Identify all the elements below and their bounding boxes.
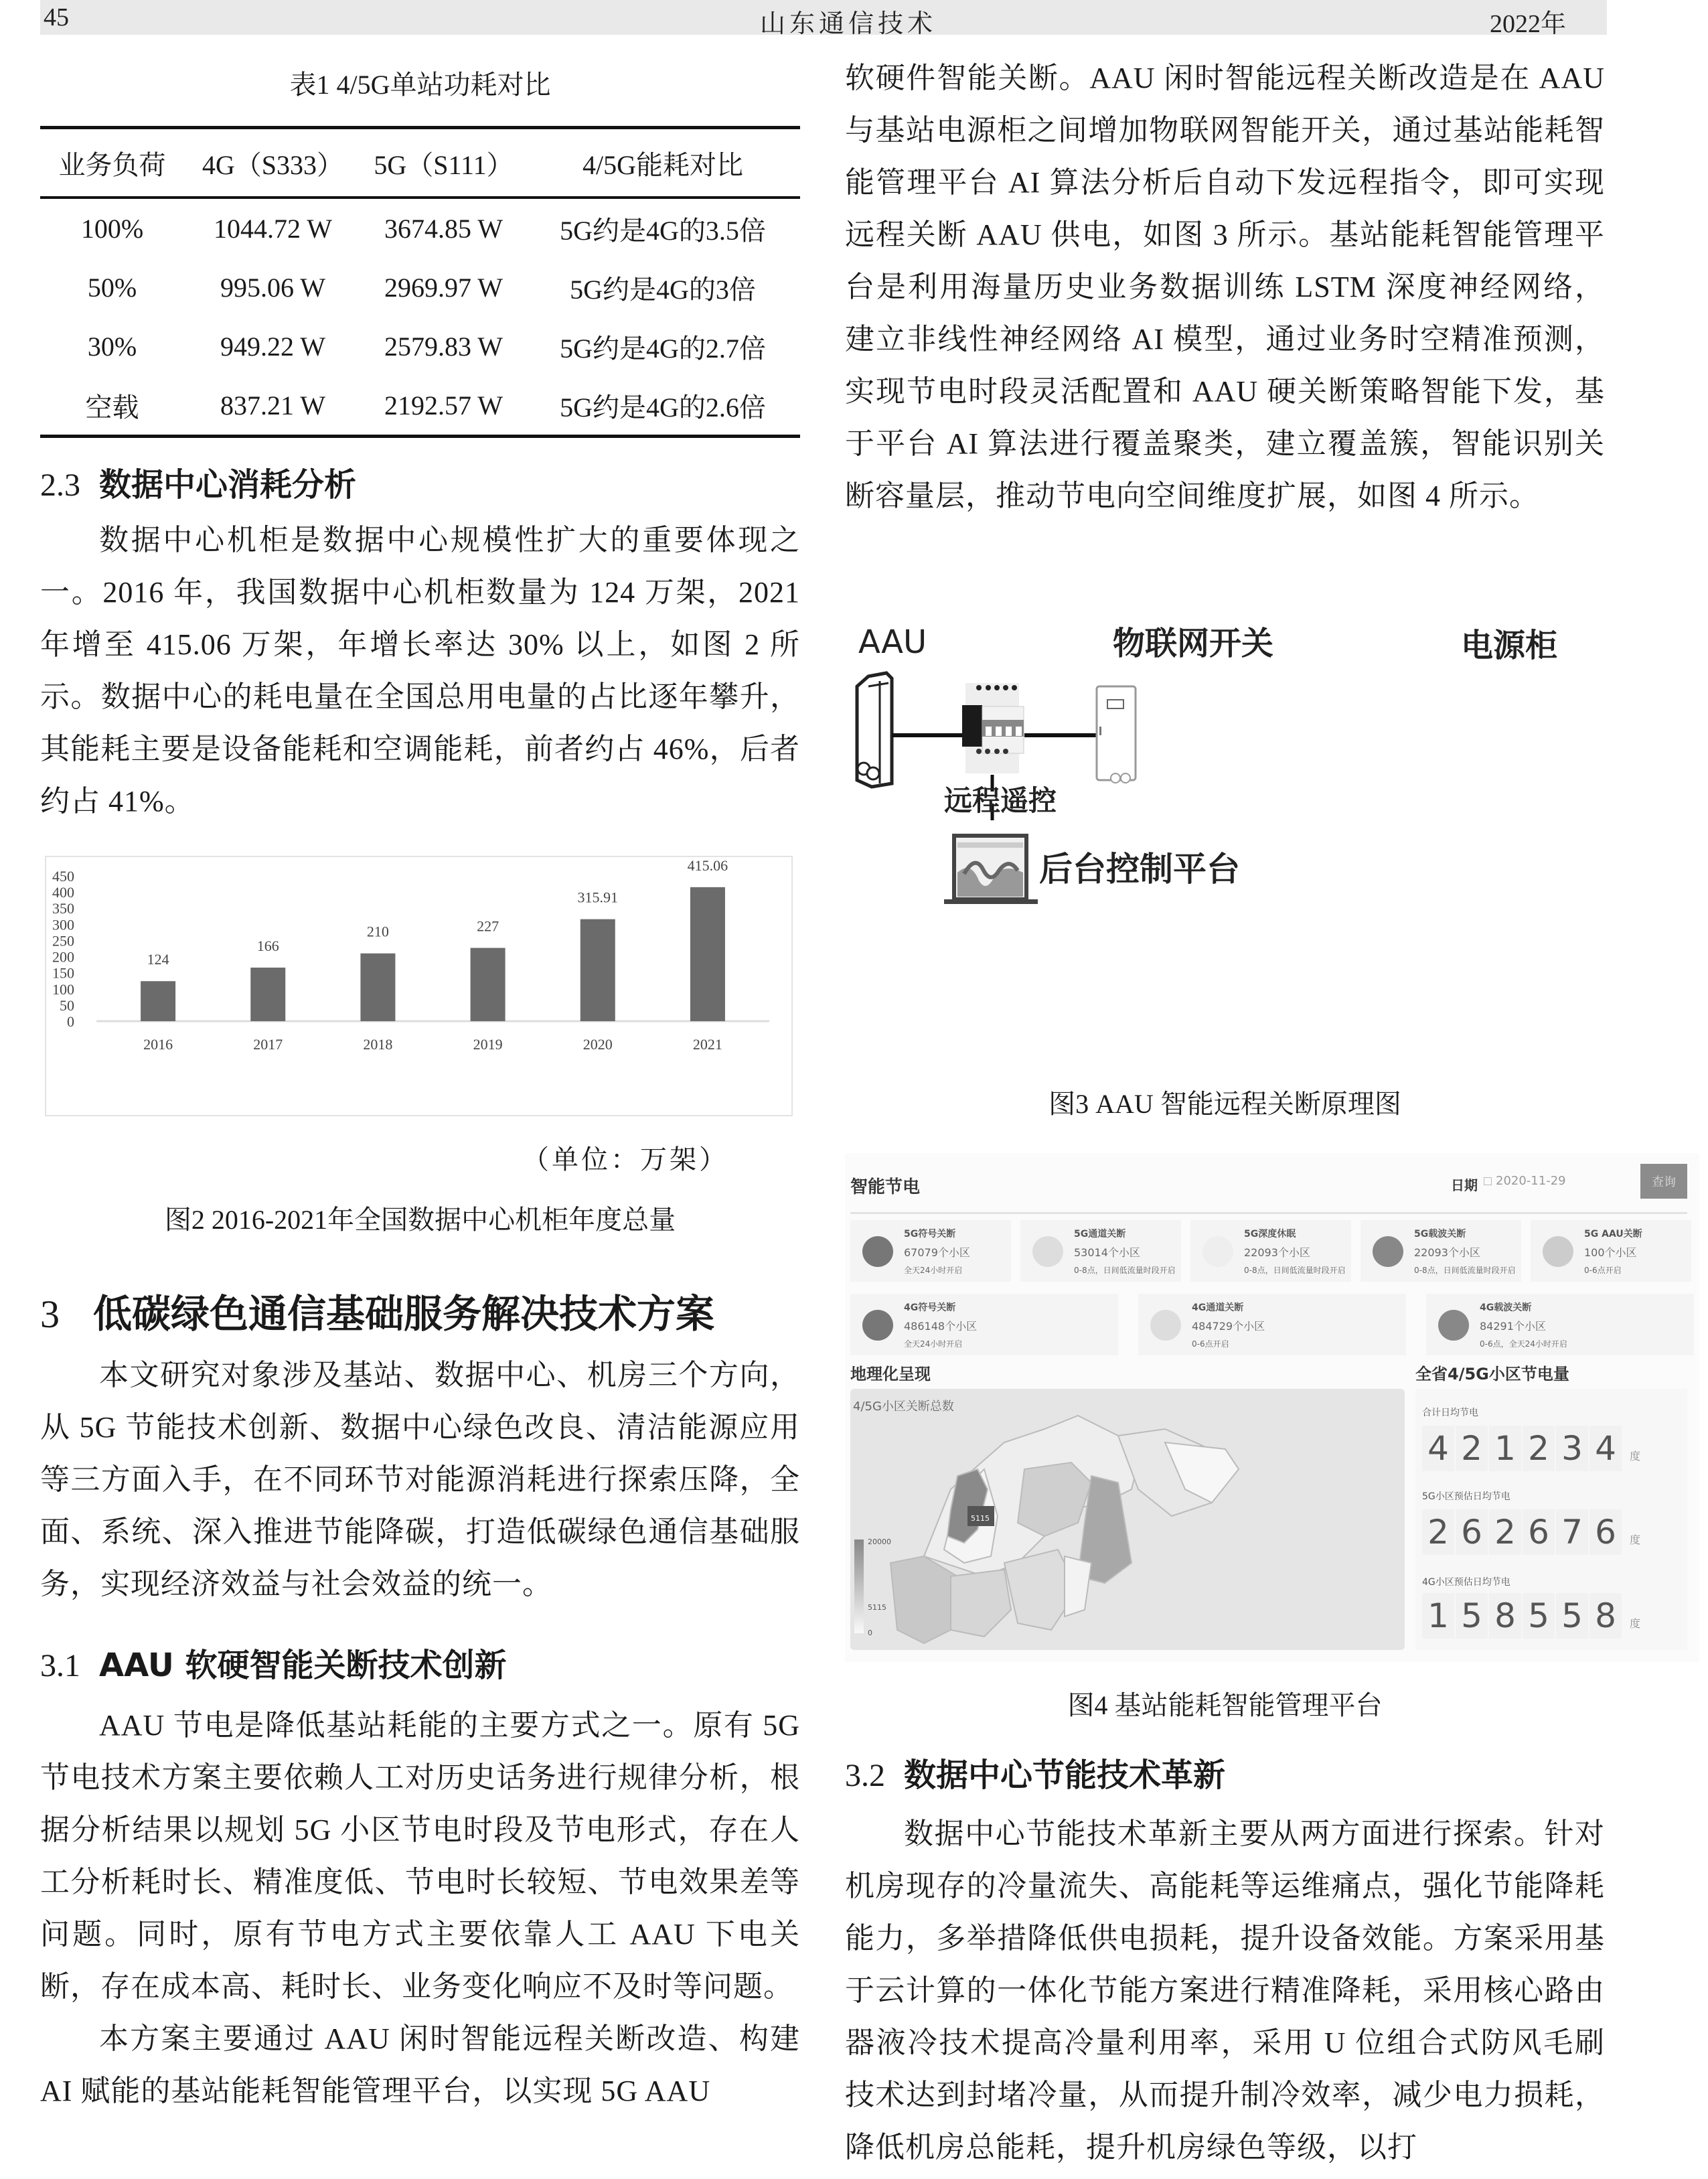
table-cell: 837.21 W bbox=[220, 390, 326, 421]
table-cell: 空载 bbox=[85, 392, 139, 423]
shutdown-card-5g[interactable] bbox=[1020, 1220, 1181, 1282]
paragraph-text: 本文研究对象涉及基站、数据中心、机房三个方向，从 5G 节能技术创新、数据中心绿色改良、清洁能源应用等三方面入手，在不同环节对能源消耗进行探索压降，全面、系统、深入推进节能降碳，打造低碳绿色通信基础服务，实现经济效益与社会效益的统一。 bbox=[40, 1359, 800, 1600]
table-cell: 949.22 W bbox=[220, 331, 326, 362]
digit: 6 bbox=[1589, 1509, 1622, 1555]
carrier-shutdown-icon bbox=[1438, 1310, 1469, 1341]
table-title: 表1 4/5G单站功耗对比 bbox=[289, 70, 551, 100]
y-tick-label: 100 bbox=[52, 980, 74, 998]
paragraph-text: 本方案主要通过 AAU 闲时智能远程关断改造、构建 AI 赋能的基站能耗智能管理平台，以实现 5G AAU bbox=[40, 2022, 800, 2107]
map-region[interactable] bbox=[951, 1570, 1011, 1637]
card-description: 0-8点，日间低流量时段开启 bbox=[1244, 1266, 1346, 1275]
data-label: 415.06 bbox=[687, 857, 728, 874]
card-value: 486148个小区 bbox=[904, 1320, 978, 1333]
bar bbox=[250, 968, 285, 1021]
figure-4-caption: 图4 基站能耗智能管理平台 bbox=[1067, 1690, 1383, 1720]
digit: 8 bbox=[1589, 1593, 1622, 1639]
shutdown-card-5g[interactable] bbox=[850, 1220, 1011, 1282]
body-paragraph bbox=[40, 1349, 800, 1610]
card-title: 5G AAU关断 bbox=[1584, 1229, 1642, 1239]
table-cell: 995.06 W bbox=[220, 272, 326, 303]
card-description: 0-6点开启 bbox=[1584, 1266, 1622, 1275]
card-title: 4G通道关断 bbox=[1192, 1302, 1244, 1313]
running-header bbox=[40, 0, 1607, 38]
body-paragraph bbox=[40, 514, 800, 828]
card-value: 67079个小区 bbox=[904, 1246, 970, 1259]
table-row bbox=[40, 258, 800, 317]
section-number: 3.1 bbox=[40, 1648, 80, 1683]
section-heading-3-1 bbox=[40, 1639, 507, 1685]
table-cell: 50% bbox=[87, 272, 137, 303]
power-comparison-table bbox=[40, 126, 800, 438]
body-paragraph bbox=[845, 1808, 1605, 2174]
table-row bbox=[40, 317, 800, 376]
power-cabinet-label: 电源柜 bbox=[1461, 627, 1558, 664]
y-tick-label: 50 bbox=[60, 996, 74, 1014]
stat-label: 5G小区预估日均节电 bbox=[1422, 1491, 1510, 1502]
digit: 1 bbox=[1489, 1426, 1521, 1471]
body-paragraph bbox=[40, 1700, 800, 2117]
body-paragraph bbox=[845, 52, 1605, 522]
map-legend-min: 0 bbox=[868, 1629, 872, 1637]
digit: 5 bbox=[1456, 1593, 1488, 1639]
paragraph-text: 软硬件智能关断。AAU 闲时智能远程关断改造是在 AAU 与基站电源柜之间增加物联网智能开关，通过基站能耗智能管理平台 AI 算法分析后自动下发远程指令，即可实现远程关断 AAU 供电，如图 3 所示。基站能耗智能管理平台是利用海量历史业务数据训练 LSTM 深度神经网络，建立非线性神经网络 AI 模型，通过业务时空精准预测，实现节电时段灵活配置和 AAU 硬关断策略智能下发，基于平台 AI 算法进行覆盖聚类，建立覆盖簇，智能识别关断容量层，推动节电向空间维度扩展，如图 4 所示。 bbox=[845, 62, 1605, 512]
card-description: 0-8点，日间低流量时段开启 bbox=[1074, 1266, 1176, 1275]
section-heading-3 bbox=[40, 1282, 714, 1339]
digit: 5 bbox=[1556, 1593, 1588, 1639]
card-value: 53014个小区 bbox=[1074, 1246, 1140, 1259]
channel-shutdown-icon bbox=[1150, 1310, 1181, 1341]
bar bbox=[471, 948, 506, 1021]
bar bbox=[360, 954, 395, 1021]
map-region[interactable] bbox=[890, 1556, 957, 1643]
digit: 7 bbox=[1556, 1509, 1588, 1555]
stat-label: 4G小区预估日均节电 bbox=[1422, 1577, 1510, 1588]
x-tick-label: 2021 bbox=[692, 1036, 722, 1053]
digit-counter bbox=[1422, 1426, 1623, 1471]
x-tick-label: 2019 bbox=[473, 1036, 503, 1053]
table-cell: 3674.85 W bbox=[384, 213, 503, 244]
card-title: 5G深度休眠 bbox=[1244, 1229, 1296, 1239]
x-tick-label: 2020 bbox=[583, 1036, 613, 1053]
aau-shutdown-icon bbox=[1543, 1236, 1573, 1267]
card-value: 484729个小区 bbox=[1192, 1320, 1265, 1333]
laptop-icon bbox=[944, 836, 1038, 904]
digit: 4 bbox=[1422, 1426, 1454, 1471]
x-tick-label: 2018 bbox=[363, 1036, 393, 1053]
figure-3-diagram bbox=[845, 619, 1605, 1048]
map-region[interactable] bbox=[1065, 1556, 1091, 1617]
header-divider bbox=[850, 1212, 1687, 1214]
issue-year: 2022年 bbox=[1490, 10, 1567, 38]
data-label: 210 bbox=[366, 923, 389, 940]
bar bbox=[141, 981, 175, 1021]
map-title: 4/5G小区关断总数 bbox=[853, 1400, 954, 1414]
dashboard-title: 智能节电 bbox=[850, 1177, 921, 1197]
section-number: 3 bbox=[40, 1292, 60, 1336]
section-title: 数据中心节能技术革新 bbox=[904, 1756, 1226, 1794]
table-cell: 2969.97 W bbox=[384, 272, 503, 303]
paragraph-text: 数据中心机柜是数据中心规模性扩大的重要体现之一。2016 年，我国数据中心机柜数量为 124 万架，2021 年增至 415.06 万架，年增长率达 30% 以上，如图 2 所示。数据中心的耗电量在全国总用电量的占比逐年攀升，其能耗主要是设备能耗和空调能耗，前者约占 46%，后者约占 41%。 bbox=[40, 524, 800, 818]
card-description: 0-6点开启 bbox=[1192, 1339, 1229, 1349]
map-legend-mid: 5115 bbox=[868, 1603, 886, 1612]
paragraph-text: 数据中心节能技术革新主要从两方面进行探索。针对机房现存的冷量流失、高能耗等运维痛点，强化节能降耗能力，多举措降低供电损耗，提升设备效能。方案采用基于云计算的一体化节能方案进行精准降耗，采用核心路由器液冷技术提高冷量利用率，采用 U 位组合式防风毛刷技术达到封堵冷量，从而提升制冷效率，减少电力损耗，降低机房总能耗，提升机房绿色等级，以打 bbox=[845, 1817, 1605, 2164]
card-title: 5G符号关断 bbox=[904, 1229, 956, 1239]
table-cell: 30% bbox=[87, 331, 137, 362]
card-description: 全天24小时开启 bbox=[904, 1339, 963, 1349]
card-title: 5G载波关断 bbox=[1414, 1229, 1466, 1239]
aau-label: AAU bbox=[858, 623, 927, 661]
shandong-choropleth-map[interactable] bbox=[850, 1389, 1405, 1650]
section-title: AAU 软硬智能关断技术创新 bbox=[99, 1647, 507, 1684]
bar-chart bbox=[46, 857, 791, 1115]
backend-platform-label: 后台控制平台 bbox=[1039, 850, 1240, 889]
column-header: 业务负荷 bbox=[58, 149, 166, 180]
map-legend-max: 20000 bbox=[868, 1537, 891, 1546]
map-tooltip-value: 5115 bbox=[971, 1514, 990, 1523]
card-description: 全天24小时开启 bbox=[904, 1266, 963, 1275]
digit: 1 bbox=[1422, 1593, 1454, 1639]
digit: 2 bbox=[1489, 1509, 1521, 1555]
power-cabinet-icon bbox=[1097, 686, 1136, 783]
y-tick-label: 300 bbox=[52, 916, 74, 933]
table-cell: 1044.72 W bbox=[213, 213, 333, 244]
digit: 2 bbox=[1456, 1426, 1488, 1471]
table-cell: 2579.83 W bbox=[384, 331, 503, 362]
column-header: 5G（S111） bbox=[374, 149, 514, 180]
shutdown-card-4g[interactable] bbox=[1138, 1294, 1406, 1355]
query-button[interactable]: 查询 bbox=[1640, 1164, 1687, 1199]
card-title: 4G符号关断 bbox=[904, 1302, 956, 1313]
map-region[interactable] bbox=[1018, 1462, 1091, 1536]
y-tick-label: 0 bbox=[67, 1013, 74, 1030]
table-cell: 5G约是4G的2.6倍 bbox=[560, 392, 766, 423]
y-tick-label: 450 bbox=[52, 868, 74, 885]
figure-3-caption: 图3 AAU 智能远程关断原理图 bbox=[1049, 1089, 1401, 1119]
card-title: 5G通道关断 bbox=[1074, 1229, 1126, 1239]
table-cell: 100% bbox=[80, 213, 144, 244]
card-title: 4G载波关断 bbox=[1480, 1302, 1532, 1313]
figure-2-caption: 图2 2016-2021年全国数据中心机柜年度总量 bbox=[164, 1205, 676, 1235]
card-description: 0-6点，全天24小时开启 bbox=[1480, 1339, 1567, 1349]
digit-counter bbox=[1422, 1509, 1623, 1555]
x-tick-label: 2017 bbox=[253, 1036, 283, 1053]
stat-unit: 度 bbox=[1630, 1533, 1641, 1546]
aau-device-icon bbox=[857, 673, 892, 787]
card-value: 22093个小区 bbox=[1244, 1246, 1310, 1259]
power-saving-stats bbox=[1415, 1389, 1687, 1650]
section-heading-2-3 bbox=[40, 459, 356, 505]
table-cell: 5G约是4G的3.5倍 bbox=[560, 215, 766, 246]
channel-shutdown-icon bbox=[1032, 1236, 1063, 1267]
y-tick-label: 200 bbox=[52, 948, 74, 966]
stats-section-title: 全省4/5G小区节电量 bbox=[1415, 1365, 1569, 1383]
column-header: 4/5G能耗对比 bbox=[583, 149, 743, 180]
section-number: 3.2 bbox=[845, 1758, 885, 1793]
y-tick-label: 400 bbox=[52, 884, 74, 901]
section-title: 数据中心消耗分析 bbox=[99, 466, 357, 504]
data-label: 124 bbox=[147, 951, 169, 968]
symbol-shutdown-icon bbox=[862, 1310, 893, 1341]
map-legend-scale[interactable] bbox=[854, 1539, 864, 1633]
shutdown-card-4g[interactable] bbox=[850, 1294, 1118, 1355]
section-title: 低碳绿色通信基础服务解决技术方案 bbox=[93, 1291, 715, 1337]
figure-2-chart bbox=[45, 856, 793, 1116]
shutdown-card-4g[interactable] bbox=[1426, 1294, 1694, 1355]
table-cell: 5G约是4G的3倍 bbox=[570, 274, 756, 305]
card-description: 0-8点，日间低流量时段开启 bbox=[1414, 1266, 1516, 1275]
digit-counter bbox=[1422, 1593, 1623, 1639]
data-label: 227 bbox=[477, 917, 499, 935]
x-tick-label: 2016 bbox=[143, 1036, 173, 1053]
bar bbox=[690, 887, 725, 1021]
paragraph-text: AAU 节电是降低基站耗能的主要方式之一。原有 5G 节电技术方案主要依赖人工对历史话务进行规律分析，根据分析结果以规划 5G 小区节电时段及节电形式，存在人工分析耗时长、精准度低、节电时长较短、节电效果差等问题。同时，原有节电方式主要依靠人工 AAU 下电关断，存在成本高、耗时长、业务变化响应不及时等问题。 bbox=[40, 1709, 800, 2003]
geo-section-title: 地理化呈现 bbox=[850, 1365, 931, 1383]
date-picker-input[interactable]: 2020-11-29 bbox=[1481, 1169, 1608, 1193]
digit: 6 bbox=[1456, 1509, 1488, 1555]
energy-management-dashboard bbox=[845, 1153, 1699, 1662]
digit: 4 bbox=[1589, 1426, 1622, 1471]
journal-name: 山东通信技术 bbox=[760, 10, 937, 38]
shutdown-card-5g[interactable] bbox=[1361, 1220, 1521, 1282]
card-value: 84291个小区 bbox=[1480, 1320, 1546, 1333]
symbol-shutdown-icon bbox=[862, 1236, 893, 1267]
data-label: 315.91 bbox=[577, 889, 618, 906]
digit: 2 bbox=[1523, 1426, 1555, 1471]
digit: 8 bbox=[1489, 1593, 1521, 1639]
bar bbox=[580, 919, 615, 1021]
card-value: 100个小区 bbox=[1584, 1246, 1637, 1259]
digit: 3 bbox=[1556, 1426, 1588, 1471]
shutdown-card-5g[interactable] bbox=[1531, 1220, 1691, 1282]
map-regions bbox=[850, 1389, 1405, 1650]
stat-unit: 度 bbox=[1630, 1617, 1641, 1630]
iot-switch-icon bbox=[962, 683, 1024, 773]
remote-control-label: 远程遥控 bbox=[944, 784, 1057, 817]
y-tick-label: 250 bbox=[52, 932, 74, 950]
table-row bbox=[40, 376, 800, 437]
y-tick-label: 150 bbox=[52, 964, 74, 982]
chart-unit: （单位：万架） bbox=[522, 1144, 728, 1175]
section-heading-3-2 bbox=[845, 1749, 1225, 1795]
digit: 2 bbox=[1422, 1509, 1454, 1555]
card-value: 22093个小区 bbox=[1414, 1246, 1480, 1259]
deep-sleep-icon bbox=[1202, 1236, 1233, 1267]
carrier-shutdown-icon bbox=[1373, 1236, 1403, 1267]
digit: 6 bbox=[1523, 1509, 1555, 1555]
page-number: 45 bbox=[44, 3, 69, 31]
data-label: 166 bbox=[256, 937, 279, 954]
stat-unit: 度 bbox=[1630, 1450, 1641, 1462]
column-header: 4G（S333） bbox=[202, 149, 344, 180]
table-row bbox=[40, 198, 800, 258]
table-cell: 2192.57 W bbox=[384, 390, 503, 421]
section-number: 2.3 bbox=[40, 467, 80, 503]
table-cell: 5G约是4G的2.7倍 bbox=[560, 333, 766, 364]
y-tick-label: 350 bbox=[52, 900, 74, 917]
digit: 5 bbox=[1523, 1593, 1555, 1639]
stat-label: 合计日均节电 bbox=[1422, 1408, 1478, 1418]
iot-switch-label: 物联网开关 bbox=[1113, 625, 1274, 662]
date-label: 日期 bbox=[1451, 1177, 1478, 1193]
shutdown-card-5g[interactable] bbox=[1190, 1220, 1351, 1282]
